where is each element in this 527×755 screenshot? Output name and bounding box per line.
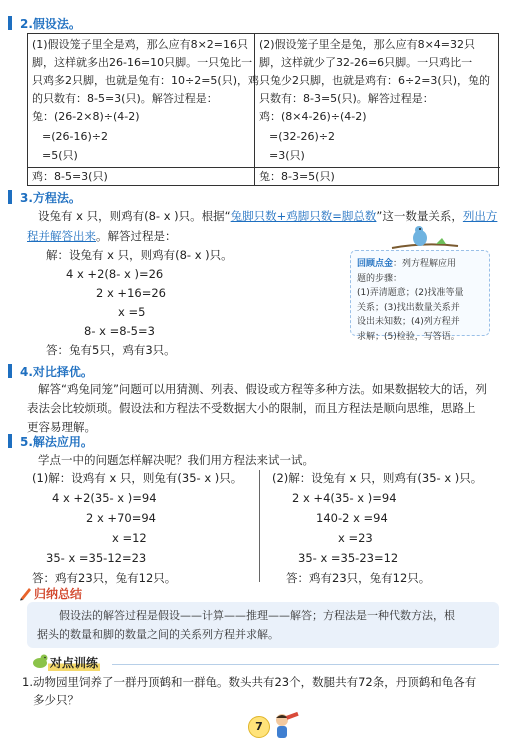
summary-title: 归纳总结 (34, 587, 83, 601)
solution-line-2: 4 x +2(8- x )=26 (66, 267, 164, 281)
practice-title: 对点训练 (50, 656, 99, 670)
compare-line-3: 更容易理解。 (27, 420, 96, 434)
hypothesis-table (27, 33, 499, 186)
app-right-line-2: 2 x +4(35- x )=94 (292, 491, 397, 505)
app-right-line-1: (2)解：设兔有 x 只，则鸡有(35- x )只。 (272, 471, 483, 485)
section-2-title: 2.假设法。 (20, 17, 81, 31)
left-cell-line-1: (1)假设笼子里全是鸡，那么应有8×2=16只 (32, 38, 249, 51)
app-left-line-4: x =12 (112, 531, 147, 545)
child-telescope-illustration (270, 710, 300, 744)
tip-line: 求解；(5)检验，写答语。 (357, 331, 460, 342)
solution-line-5: 8- x =8-5=3 (84, 324, 155, 338)
section-3-title: 3.方程法。 (20, 191, 81, 205)
app-right-line-4: x =23 (338, 531, 373, 545)
app-left-answer: 答：鸡有23只，兔有12只。 (32, 571, 177, 585)
question-1-line-2: 多少只？ (33, 693, 79, 707)
left-cell-line-5: 兔：(26-2×8)÷(4-2) (32, 110, 140, 123)
app-left-line-5: 35- x =35-12=23 (46, 551, 147, 565)
pencil-icon (18, 585, 32, 601)
solution-answer: 答：兔有5只，鸡有3只。 (46, 343, 176, 357)
right-cell-line-8: 兔：8-3=5(只) (259, 170, 335, 183)
right-cell-line-4: 只数有：8-3=5(只)。解答过程是： (259, 92, 434, 105)
app-left-line-3: 2 x +70=94 (86, 511, 156, 525)
solution-line-3: 2 x +16=26 (96, 286, 166, 300)
tip-box: 回顾点金：列方程解应用 题的步骤： (1)弄清题意；(2)找准等量 关系；(3)找出数量关系并 设出未知数；(4)列方程并 求解；(5)检验，写答语。 (350, 250, 490, 336)
compare-line-1: 解答“鸡兔同笼”问题可以用猜测、列表、假设或方程等多种方法。如果数据较大的话，列 (38, 382, 487, 396)
left-cell-line-7: =5(只) (42, 149, 78, 162)
left-cell-line-6: =(26-16)÷2 (42, 130, 108, 143)
right-cell-line-6: =(32-26)÷2 (269, 130, 335, 143)
section-marker (8, 190, 12, 204)
summary-box (27, 602, 499, 648)
right-cell-line-7: =3(只) (269, 149, 305, 162)
right-cell-line-3: 只兔少2只脚，也就是鸡有：6÷2=3(只)，兔的 (259, 74, 491, 87)
section-5-title: 5.解法应用。 (20, 435, 93, 449)
bird-branch-decoration (390, 224, 460, 252)
app-left-line-1: (1)解：设鸡有 x 只，则兔有(35- x )只。 (32, 471, 243, 485)
left-cell-line-2: 脚，这样就多出26-16=10只脚。一只兔比一 (32, 56, 253, 69)
tip-heading: 回顾点金 (357, 259, 394, 269)
equation-method-para-line-2: 程并解答出来。解答过程是： (27, 229, 177, 243)
equation-method-para-line-1: 设兔有 x 只，则鸡有(8- x )只。根据“兔脚只数+鸡脚只数=脚总数”这一数量关系，列出方 (38, 209, 498, 223)
section-marker (8, 16, 12, 30)
tip-line: 设出未知数；(4)列方程并 (357, 317, 460, 327)
tip-line: 题的步骤： (357, 273, 403, 284)
section-marker (8, 434, 12, 448)
left-cell-line-3: 只鸡多2只脚，也就是兔有：10÷2=5(只)，鸡 (32, 74, 260, 87)
summary-line-1: 假设法的解答过程是假设——计算——推理——解答；方程法是一种代数方法，根 (59, 609, 455, 622)
practice-rule (112, 664, 499, 665)
dinosaur-icon (30, 652, 48, 670)
left-cell-line-8: 鸡：8-5=3(只) (32, 170, 108, 183)
question-1-line-1: 1.动物园里饲养了一群丹顶鹤和一群龟。数头共有23个，数腿共有72条，丹顶鹤和龟各有 (22, 675, 477, 689)
left-cell-line-4: 的只数有：8-5=3(只)。解答过程是： (32, 92, 218, 105)
section-marker (8, 364, 12, 378)
app-right-line-5: 35- x =35-23=12 (298, 551, 399, 565)
right-cell-line-2: 脚，这样就少了32-26=6只脚。一只鸡比一 (259, 56, 473, 69)
solution-line-4: x =5 (118, 305, 146, 319)
compare-line-2: 表法会比较烦琐。假设法和方程法不受数据大小的限制，而且方程法是顺向思维，思路上 (27, 401, 476, 415)
tip-line: (1)弄清题意；(2)找准等量 (357, 288, 464, 298)
application-intro: 学点一中的问题怎样解决呢？我们用方程法来试一试。 (38, 453, 314, 467)
app-right-answer: 答：鸡有23只，兔有12只。 (286, 571, 431, 585)
page-number: 7 (248, 716, 270, 738)
column-divider (259, 470, 260, 582)
app-right-line-3: 140-2 x =94 (316, 511, 388, 525)
right-cell-line-1: (2)假设笼子里全是兔，那么应有8×4=32只 (259, 38, 476, 51)
tip-line: 关系；(3)找出数量关系并 (357, 302, 460, 313)
app-left-line-2: 4 x +2(35- x )=94 (52, 491, 157, 505)
section-4-title: 4.对比择优。 (20, 365, 93, 379)
solution-line-1: 解：设兔有 x 只，则鸡有(8- x )只。 (46, 248, 233, 262)
right-cell-line-5: 鸡：(8×4-26)÷(4-2) (259, 110, 367, 123)
summary-line-2: 据头的数量和脚的数量之间的关系列方程并求解。 (37, 628, 279, 641)
